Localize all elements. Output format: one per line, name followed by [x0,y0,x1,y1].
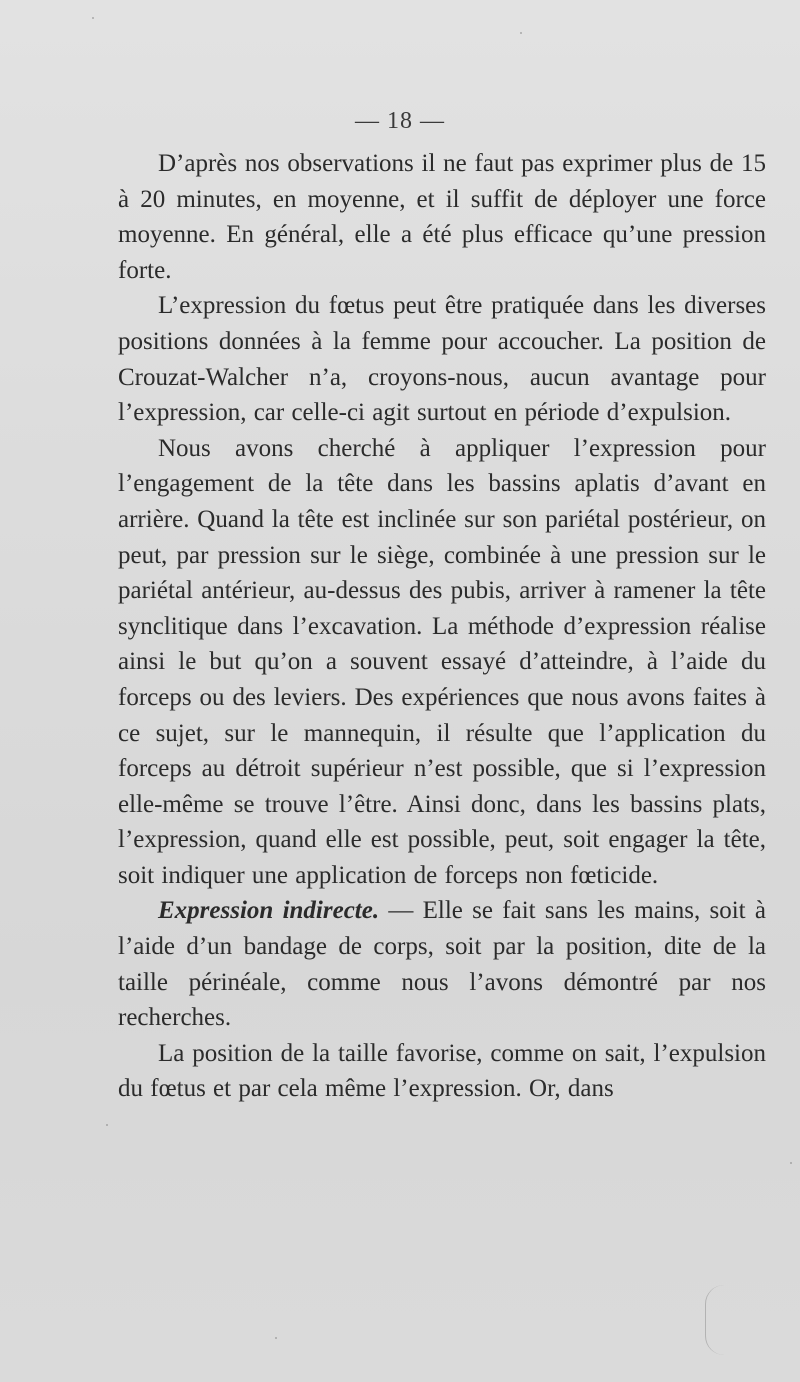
scan-speck [520,32,522,34]
paragraph [118,146,766,288]
scan-mark [705,1285,724,1355]
paragraph-text: — Elle se fait sans les mains, soit à l’aide d’un bandage de corps, soit par la position, dite de la taille périnéale, comme nous l’avons démontré par nos recherches. [118,897,766,1032]
paragraph [118,893,766,1035]
scan-speck [106,1124,108,1126]
scan-speck [92,17,94,19]
page-number: — 18 — [355,108,445,134]
body-text [118,146,766,1107]
paragraph [118,288,766,430]
paragraph-text: L’expression du fœtus peut être pratiquée dans les diverses positions données à la femme pour accoucher. La position de Crouzat-Walcher n’a, croyons-nous, aucun avantage pour l’expression, car celle-ci agit surtout en période d’expulsion. [118,292,766,427]
paragraph [118,1036,766,1107]
paragraph [118,431,766,894]
paragraph-text: D’après nos observations il ne faut pas exprimer plus de 15 à 20 minutes, en moyenne, et il suffit de déployer une force moyenne. En général, elle a été plus efficace qu’une pression forte. [118,150,766,284]
section-label: Expression indirecte. [158,897,380,925]
paragraph-text: Nous avons cherché à appliquer l’expression pour l’engagement de la tête dans les bassins aplatis d’avant en arrière. Quand la tête est inclinée sur son pariétal postérieur, on peut, par pression sur le siège, combinée à une pression sur le pariétal antérieur, au-dessus des pubis, arriver à ramener la tête synclitique dans l’excavation. La méthode d’expression réalise ainsi le but qu’on a souvent essayé d’atteindre, à l’aide du forceps ou des leviers. Des expériences que nous avons faites à ce sujet, sur le mannequin, il résulte que l’application du forceps au détroit supérieur n’est possible, que si l’expression elle-même se trouve l’être. Ainsi donc, dans les bassins plats, l’expression, quand elle est possible, peut, soit engager la tête, soit indiquer une application de forceps non fœticide. [118,434,766,889]
scan-speck [790,1162,792,1164]
paragraph-text: La position de la taille favorise, comme on sait, l’expulsion du fœtus et par cela même l’expression. Or, dans [118,1039,766,1103]
scan-speck [275,1337,277,1339]
